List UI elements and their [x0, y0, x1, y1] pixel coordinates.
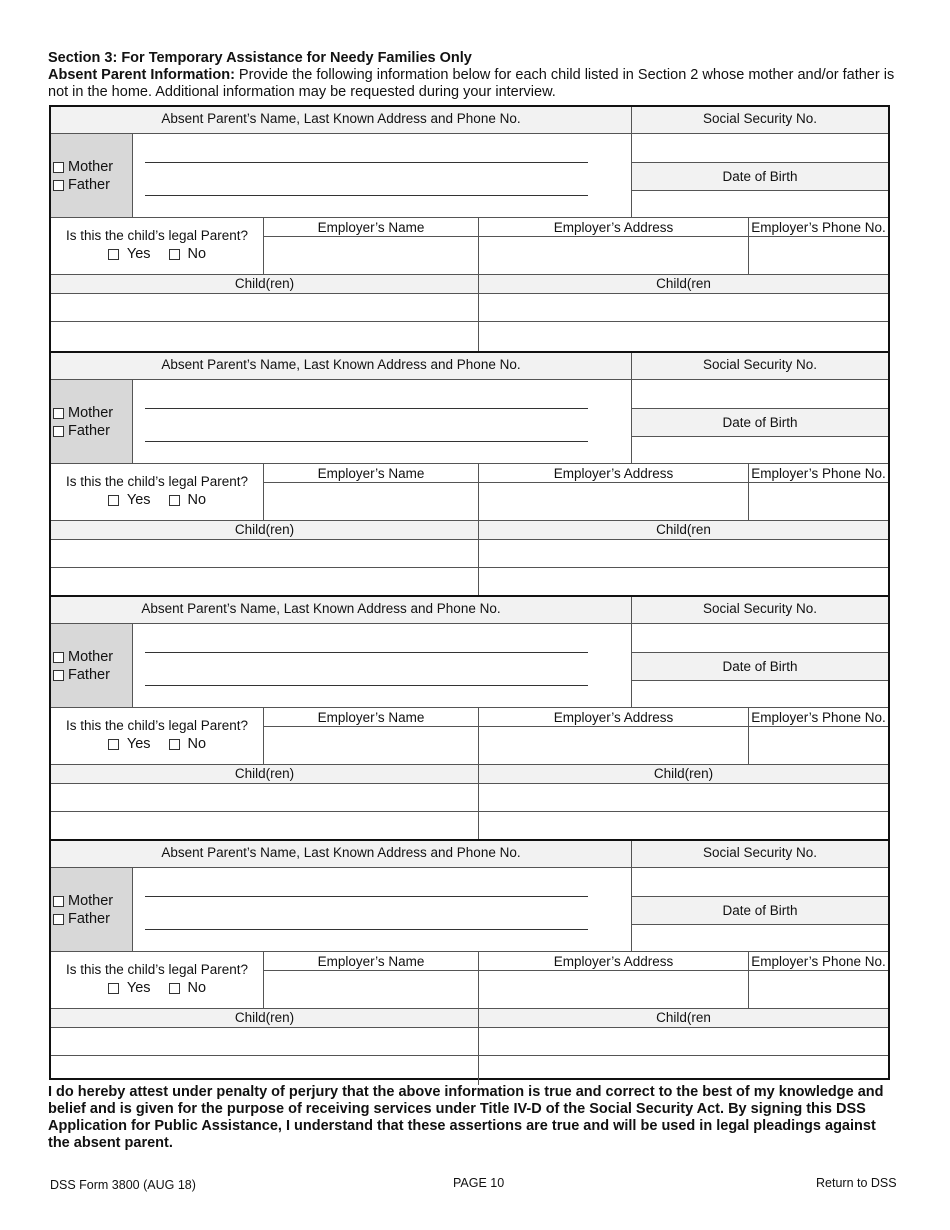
- absent-parent-form: [49, 105, 890, 1080]
- ssn-header: Social Security No.: [631, 353, 888, 379]
- father-option[interactable]: [53, 666, 132, 684]
- no-checkbox[interactable]: [169, 739, 180, 750]
- child-row-left-1[interactable]: [51, 783, 478, 811]
- employer-address-field[interactable]: [478, 971, 748, 1008]
- name-address-header: Absent Parent’s Name, Last Known Address and Phone No.: [51, 841, 631, 867]
- dob-field[interactable]: [631, 190, 888, 217]
- dob-field[interactable]: [631, 680, 888, 707]
- no-label: No: [187, 980, 207, 996]
- dob-label: Date of Birth: [631, 652, 888, 680]
- no-label: No: [187, 736, 207, 752]
- page-number: PAGE 10: [453, 1176, 505, 1190]
- legal-parent-question: Is this the child’s legal Parent?: [65, 474, 249, 489]
- child-row-left-2[interactable]: [51, 567, 478, 597]
- father-option[interactable]: [53, 422, 132, 440]
- mother-option[interactable]: [53, 404, 132, 422]
- father-label: Father: [68, 423, 110, 439]
- absent-parent-block-2: [51, 351, 888, 597]
- child-row-left-1[interactable]: [51, 293, 478, 321]
- child-row-left-2[interactable]: [51, 811, 478, 841]
- yes-checkbox[interactable]: [108, 495, 119, 506]
- child-row-right-1[interactable]: [478, 1027, 888, 1055]
- dob-field[interactable]: [631, 436, 888, 463]
- children-right-header: Child(ren: [478, 520, 888, 539]
- ssn-field[interactable]: [631, 623, 888, 652]
- ssn-field[interactable]: [631, 867, 888, 896]
- mother-label: Mother: [68, 649, 114, 665]
- name-address-line-2[interactable]: [145, 685, 588, 686]
- absent-parent-block-4: [51, 839, 888, 1085]
- employer-address-label: Employer’s Address: [478, 217, 748, 237]
- mother-option[interactable]: [53, 158, 132, 176]
- mother-label: Mother: [68, 405, 114, 421]
- employer-phone-label: Employer’s Phone No.: [748, 951, 888, 971]
- employer-name-field[interactable]: [263, 727, 478, 764]
- legal-parent-cell: [51, 217, 263, 274]
- dob-field[interactable]: [631, 924, 888, 951]
- name-address-header: Absent Parent’s Name, Last Known Address and Phone No.: [51, 107, 631, 133]
- name-address-line-2[interactable]: [145, 441, 588, 442]
- name-address-line-2[interactable]: [145, 195, 588, 196]
- ssn-header: Social Security No.: [631, 597, 888, 623]
- yes-label: Yes: [126, 246, 151, 262]
- employer-name-label: Employer’s Name: [263, 463, 478, 483]
- child-row-right-2[interactable]: [478, 811, 888, 841]
- section-title: Section 3: For Temporary Assistance for Needy Families Only: [48, 50, 472, 66]
- employer-address-label: Employer’s Address: [478, 951, 748, 971]
- no-label: No: [187, 246, 207, 262]
- dob-label: Date of Birth: [631, 408, 888, 436]
- name-address-header: Absent Parent’s Name, Last Known Address and Phone No.: [51, 597, 631, 623]
- parent-type-column: [51, 867, 132, 951]
- name-address-header: Absent Parent’s Name, Last Known Address and Phone No.: [51, 353, 631, 379]
- employer-address-field[interactable]: [478, 727, 748, 764]
- legal-parent-question: Is this the child’s legal Parent?: [65, 718, 249, 733]
- dob-label: Date of Birth: [631, 896, 888, 924]
- yes-label: Yes: [126, 736, 151, 752]
- mother-checkbox[interactable]: [53, 652, 64, 663]
- section-header: [48, 50, 908, 101]
- employer-phone-field[interactable]: [748, 237, 888, 274]
- child-row-right-2[interactable]: [478, 567, 888, 597]
- form-id: DSS Form 3800 (AUG 18): [50, 1178, 196, 1192]
- father-checkbox[interactable]: [53, 180, 64, 191]
- children-left-header: Child(ren): [51, 764, 478, 783]
- father-label: Father: [68, 177, 110, 193]
- legal-parent-question: Is this the child’s legal Parent?: [65, 228, 249, 243]
- mother-checkbox[interactable]: [53, 162, 64, 173]
- child-row-left-2[interactable]: [51, 1055, 478, 1085]
- father-checkbox[interactable]: [53, 426, 64, 437]
- no-checkbox[interactable]: [169, 495, 180, 506]
- child-row-right-1[interactable]: [478, 783, 888, 811]
- yes-checkbox[interactable]: [108, 249, 119, 260]
- name-address-line-1[interactable]: [145, 652, 588, 653]
- father-option[interactable]: [53, 176, 132, 194]
- ssn-field[interactable]: [631, 133, 888, 162]
- father-label: Father: [68, 911, 110, 927]
- father-checkbox[interactable]: [53, 914, 64, 925]
- children-right-header: Child(ren: [478, 274, 888, 293]
- name-address-field[interactable]: [132, 133, 631, 217]
- child-row-right-2[interactable]: [478, 1055, 888, 1085]
- employer-address-label: Employer’s Address: [478, 707, 748, 727]
- children-left-header: Child(ren): [51, 520, 478, 539]
- no-checkbox[interactable]: [169, 983, 180, 994]
- yes-label: Yes: [126, 492, 151, 508]
- no-checkbox[interactable]: [169, 249, 180, 260]
- legal-parent-cell: [51, 463, 263, 520]
- legal-parent-cell: [51, 951, 263, 1008]
- dob-label: Date of Birth: [631, 162, 888, 190]
- employer-name-field[interactable]: [263, 237, 478, 274]
- child-row-left-1[interactable]: [51, 1027, 478, 1055]
- employer-phone-label: Employer’s Phone No.: [748, 463, 888, 483]
- no-label: No: [187, 492, 207, 508]
- employer-phone-field[interactable]: [748, 727, 888, 764]
- legal-parent-cell: [51, 707, 263, 764]
- father-checkbox[interactable]: [53, 670, 64, 681]
- parent-type-column: [51, 133, 132, 217]
- mother-label: Mother: [68, 159, 114, 175]
- section-instructions: [48, 67, 908, 101]
- ssn-header: Social Security No.: [631, 841, 888, 867]
- father-label: Father: [68, 667, 110, 683]
- employer-name-label: Employer’s Name: [263, 217, 478, 237]
- ssn-header: Social Security No.: [631, 107, 888, 133]
- mother-option[interactable]: [53, 892, 132, 910]
- employer-name-field[interactable]: [263, 483, 478, 520]
- mother-checkbox[interactable]: [53, 408, 64, 419]
- children-right-header: Child(ren): [478, 764, 888, 783]
- children-left-header: Child(ren): [51, 1008, 478, 1027]
- lead-label: Absent Parent Information:: [48, 67, 235, 83]
- child-row-right-2[interactable]: [478, 321, 888, 351]
- lead-text: Provide the following information below for each child listed in Section 2 whose mother and/or father is not in the home. Additional information may be requested during your interview.: [48, 67, 895, 100]
- employer-name-label: Employer’s Name: [263, 951, 478, 971]
- employer-address-field[interactable]: [478, 483, 748, 520]
- parent-type-column: [51, 623, 132, 707]
- child-row-right-1[interactable]: [478, 539, 888, 567]
- employer-name-field[interactable]: [263, 971, 478, 1008]
- employer-phone-field[interactable]: [748, 483, 888, 520]
- mother-checkbox[interactable]: [53, 896, 64, 907]
- children-right-header: Child(ren: [478, 1008, 888, 1027]
- yes-checkbox[interactable]: [108, 739, 119, 750]
- absent-parent-block-3: [51, 595, 888, 841]
- name-address-field[interactable]: [132, 623, 631, 707]
- yes-checkbox[interactable]: [108, 983, 119, 994]
- child-row-right-1[interactable]: [478, 293, 888, 321]
- employer-address-field[interactable]: [478, 237, 748, 274]
- employer-phone-label: Employer’s Phone No.: [748, 707, 888, 727]
- employer-address-label: Employer’s Address: [478, 463, 748, 483]
- child-row-left-2[interactable]: [51, 321, 478, 351]
- children-left-header: Child(ren): [51, 274, 478, 293]
- name-address-field[interactable]: [132, 379, 631, 463]
- name-address-line-1[interactable]: [145, 408, 588, 409]
- employer-name-label: Employer’s Name: [263, 707, 478, 727]
- name-address-field[interactable]: [132, 867, 631, 951]
- return-to: Return to DSS: [816, 1176, 897, 1190]
- child-row-left-1[interactable]: [51, 539, 478, 567]
- absent-parent-block-1: [51, 107, 888, 351]
- employer-phone-label: Employer’s Phone No.: [748, 217, 888, 237]
- father-option[interactable]: [53, 910, 132, 928]
- name-address-line-2[interactable]: [145, 929, 588, 930]
- name-address-line-1[interactable]: [145, 896, 588, 897]
- mother-label: Mother: [68, 893, 114, 909]
- ssn-field[interactable]: [631, 379, 888, 408]
- attestation-statement: I do hereby attest under penalty of perjury that the above information is true and correct to the best of my knowledge and belief and is given for the purpose of receiving services under Title IV-D of the Social Security Act. By signing this DSS Application for Public Assistance, I understand that these assertions are true and will be used in legal pleadings against the absent parent.: [48, 1084, 884, 1151]
- yes-label: Yes: [126, 980, 151, 996]
- legal-parent-question: Is this the child’s legal Parent?: [65, 962, 249, 977]
- parent-type-column: [51, 379, 132, 463]
- mother-option[interactable]: [53, 648, 132, 666]
- employer-phone-field[interactable]: [748, 971, 888, 1008]
- name-address-line-1[interactable]: [145, 162, 588, 163]
